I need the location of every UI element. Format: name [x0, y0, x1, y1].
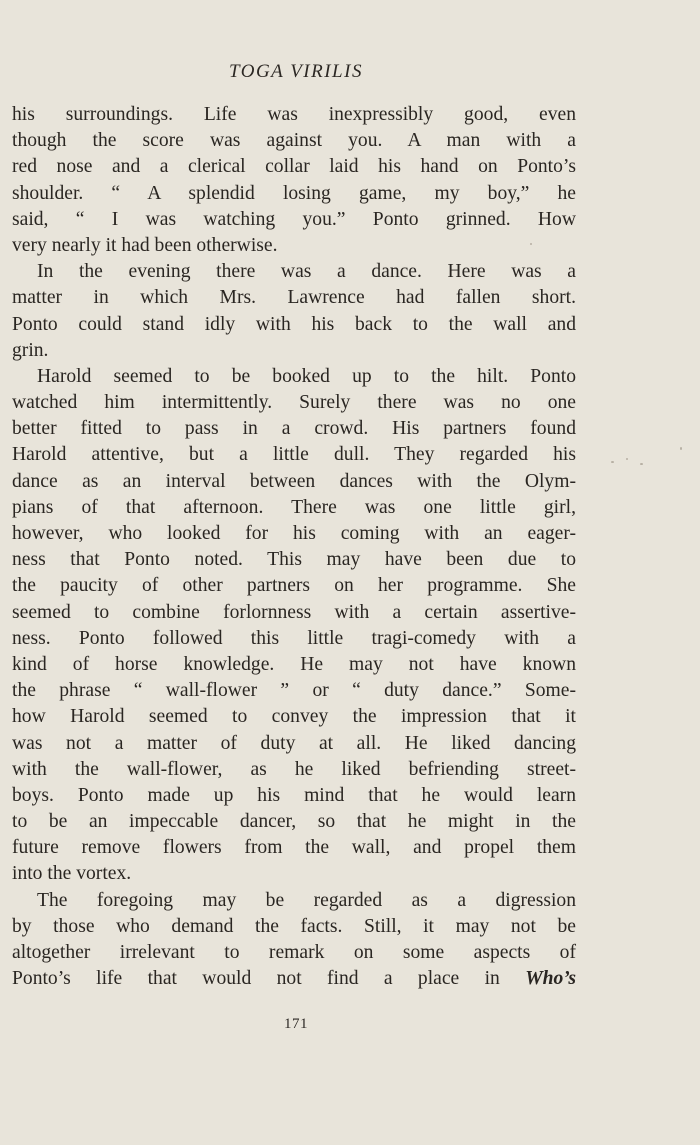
text-line: future remove flowers from the wall, and propel them	[12, 837, 576, 859]
text-line: ness. Ponto followed this little tragi-comedy with a	[12, 627, 576, 649]
text-line: the phrase “ wall-flower ” or “ duty dance.” Some-	[12, 680, 576, 702]
running-head: TOGA VIRILIS	[229, 61, 363, 82]
text-line-with-italic	[12, 966, 576, 992]
text-line: the paucity of other partners on her programme. She	[12, 575, 576, 597]
text-line: better fitted to pass in a crowd. His partners found	[12, 418, 576, 440]
text-line: watched him intermittently. Surely there was no one	[12, 392, 576, 414]
text-line: Ponto could stand idly with his back to the wall and	[12, 313, 576, 335]
text-line: though the score was against you. A man with a	[12, 130, 576, 152]
text-line: matter in which Mrs. Lawrence had fallen short.	[12, 287, 576, 309]
paper-speck	[626, 458, 628, 460]
text-line: with the wall-flower, as he liked befriending street-	[12, 758, 576, 780]
text-line: shoulder. “ A splendid losing game, my boy,” he	[12, 182, 576, 204]
text-line: Harold seemed to be booked up to the hilt. Ponto	[37, 365, 576, 387]
text-line: seemed to combine forlornness with a certain assertive-	[12, 601, 576, 623]
text-line: Harold attentive, but a little dull. They regarded his	[12, 444, 576, 466]
text-line-segment: Ponto’s life that would not find a place in	[12, 968, 500, 990]
text-line: very nearly it had been otherwise.	[12, 234, 278, 256]
text-line: dance as an interval between dances with the Olym-	[12, 470, 576, 492]
text-line: boys. Ponto made up his mind that he would learn	[12, 784, 576, 806]
text-line: however, who looked for his coming with an eager-	[12, 523, 576, 544]
text-line: to be an impeccable dancer, so that he might in the	[12, 811, 576, 833]
italic-word: Who’s	[525, 968, 576, 990]
paper-speck	[640, 463, 643, 465]
text-line: was not a matter of duty at all. He liked dancing	[12, 732, 576, 754]
text-line: grin.	[12, 339, 49, 361]
text-line: kind of horse knowledge. He may not have known	[12, 653, 576, 675]
body-text	[12, 102, 576, 992]
text-line: ness that Ponto noted. This may have been due to	[12, 549, 576, 571]
text-line: The foregoing may be regarded as a digression	[37, 889, 576, 911]
text-line: his surroundings. Life was inexpressibly good, even	[12, 104, 576, 125]
paper-speck	[680, 447, 682, 450]
paper-speck	[530, 243, 532, 245]
text-line: pians of that afternoon. There was one little girl,	[12, 496, 576, 518]
text-line: altogether irrelevant to remark on some aspects of	[12, 942, 576, 963]
text-line: said, “ I was watching you.” Ponto grinned. How	[12, 208, 576, 230]
paper-speck	[611, 461, 614, 463]
text-line: how Harold seemed to convey the impression that it	[12, 706, 576, 728]
page-number: 171	[284, 1016, 308, 1032]
text-line: red nose and a clerical collar laid his hand on Ponto’s	[12, 156, 576, 178]
text-line: In the evening there was a dance. Here was a	[37, 261, 576, 283]
text-line: into the vortex.	[12, 863, 132, 885]
text-line: by those who demand the facts. Still, it may not be	[12, 915, 576, 937]
